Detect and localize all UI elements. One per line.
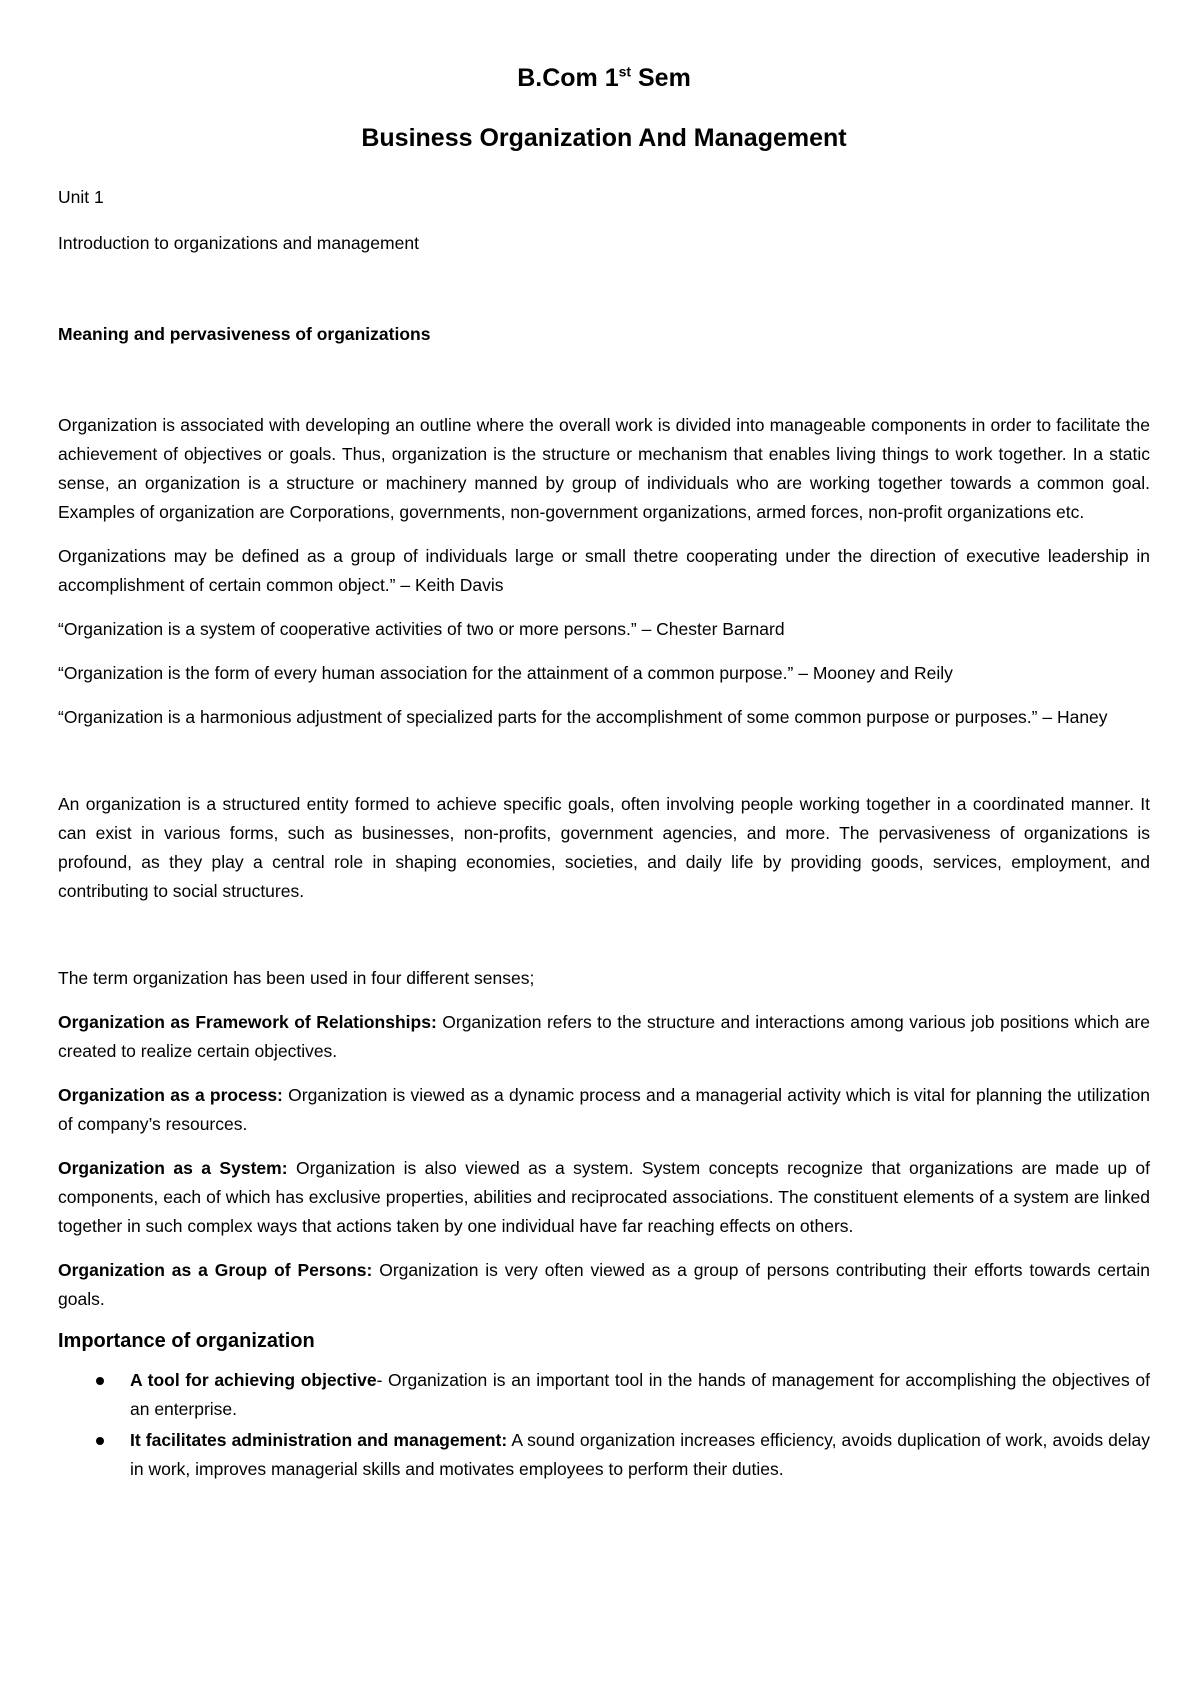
unit-label: Unit 1 bbox=[58, 187, 104, 207]
paragraph-keith-davis: Organizations may be defined as a group of individuals large or small thetre cooperating under the direction of executive leadership in accomplishment of certain common object.” – Keith Davis bbox=[58, 546, 1150, 595]
sense-text: Organization refers to the structure and interactions among various job positions which are created to realize certain objectives. bbox=[58, 1012, 1150, 1061]
list-item-text: A sound organization increases efficiency, avoids duplication of work, avoids delay in work, improves managerial skills and motivates employees to perform their duties. bbox=[130, 1430, 1150, 1479]
sense-process bbox=[58, 1081, 1150, 1139]
title-suffix: Sem bbox=[631, 64, 691, 92]
sense-framework bbox=[58, 1008, 1150, 1066]
sense-text: Organization is very often viewed as a group of persons contributing their efforts towards certain goals. bbox=[58, 1260, 1150, 1309]
sense-text: Organization is viewed as a dynamic process and a managerial activity which is vital for planning the utilization of company’s resources. bbox=[58, 1085, 1150, 1134]
document-subtitle: Business Organization And Management bbox=[361, 124, 847, 152]
sense-label: Organization as a Group of Persons: bbox=[58, 1260, 373, 1280]
sense-label: Organization as Framework of Relationships: bbox=[58, 1012, 437, 1032]
paragraph-definition: Organization is associated with developing an outline where the overall work is divided into manageable components in order to facilitate the achievement of objectives or goals. Thus, organization is the structure or mechanism that enables living things to work together. In a static sense, an organization is a structure or machinery manned by group of individuals who are working together towards a common goal. Examples of organization are Corporations, governments, non-government organizations, armed forces, non-profit organizations etc. bbox=[58, 415, 1150, 522]
list-item-label: It facilitates administration and management: bbox=[130, 1430, 508, 1450]
paragraph-pervasiveness: An organization is a structured entity formed to achieve specific goals, often involving people working together in a coordinated manner. It can exist in various forms, such as businesses, non-profits, government agencies, and more. The pervasiveness of organizations is profound, as they play a central role in shaping economies, societies, and daily life by providing goods, services, employment, and contributing to social structures. bbox=[58, 794, 1150, 901]
sense-label: Organization as a System: bbox=[58, 1158, 288, 1178]
quote-chester-barnard: “Organization is a system of cooperative activities of two or more persons.” – Chester Barnard bbox=[58, 619, 785, 639]
list-item bbox=[58, 1366, 1150, 1424]
title-superscript: st bbox=[618, 63, 632, 80]
list-item-text: - Organization is an important tool in the hands of management for accomplishing the objectives of an enterprise. bbox=[130, 1370, 1150, 1419]
title-prefix: B.Com 1 bbox=[517, 64, 619, 92]
section-heading-meaning: Meaning and pervasiveness of organizations bbox=[58, 324, 431, 344]
quote-mooney-reily: “Organization is the form of every human association for the attainment of a common purpose.” – Mooney and Reily bbox=[58, 663, 953, 683]
bullet-icon bbox=[96, 1437, 104, 1445]
sense-group-of-persons bbox=[58, 1256, 1150, 1314]
intro-line: Introduction to organizations and management bbox=[58, 233, 419, 253]
sense-system bbox=[58, 1154, 1150, 1241]
list-item bbox=[58, 1426, 1150, 1484]
bullet-icon bbox=[96, 1377, 104, 1385]
quote-haney: “Organization is a harmonious adjustment of specialized parts for the accomplishment of some common purpose or purposes.” – Haney bbox=[58, 707, 1108, 727]
sense-label: Organization as a process: bbox=[58, 1085, 283, 1105]
senses-intro: The term organization has been used in four different senses; bbox=[58, 968, 535, 988]
list-item-label: A tool for achieving objective bbox=[130, 1370, 377, 1390]
document-content bbox=[58, 55, 1150, 1486]
document-title bbox=[58, 55, 1150, 101]
section-heading-importance: Importance of organization bbox=[58, 1330, 315, 1352]
sense-text: Organization is also viewed as a system. System concepts recognize that organizations are made up of components, each of which has exclusive properties, abilities and reciprocated associations. The constituent elements of a system are linked together in such complex ways that actions taken by one individual have far reaching effects on others. bbox=[58, 1158, 1150, 1236]
importance-list bbox=[58, 1366, 1150, 1484]
